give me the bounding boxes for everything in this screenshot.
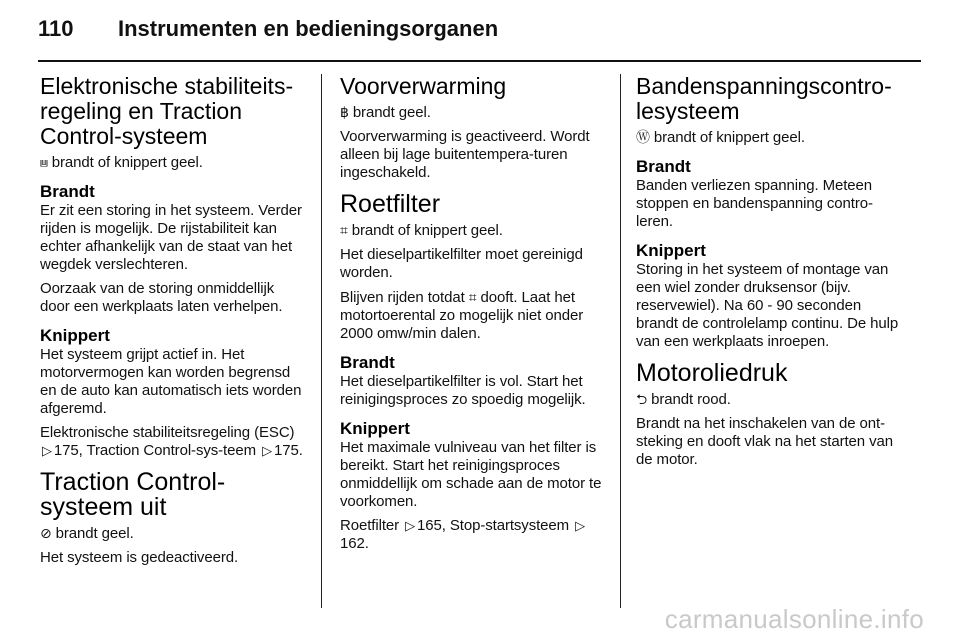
arrow-icon: ▷ xyxy=(262,443,272,458)
paragraph: Storing in het systeem of montage van een wiel zonder druksensor (bijv. reservewiel). Na 60 - 90 seconden brandt de controlelamp continu. De hulp van een werkplaats inroepen. xyxy=(636,261,899,350)
paragraph: Het dieselpartikelfilter is vol. Start het reinigingsproces zo spoedig mogelijk. xyxy=(340,373,586,408)
ref-text: Elektronische stabiliteitsregeling (ESC) xyxy=(40,424,295,441)
column-3 xyxy=(636,74,906,475)
column-1 xyxy=(40,74,306,573)
column-divider xyxy=(321,74,322,608)
knippert-heading: Knippert xyxy=(340,419,410,438)
vw-intro-text: brandt geel. xyxy=(352,104,431,121)
bs-intro xyxy=(636,128,906,147)
rf-intro-text: brandt of knippert geel. xyxy=(351,222,503,239)
paragraph: Banden verliezen spanning. Meteen stoppen en bandenspanning contro-leren. xyxy=(636,177,873,230)
glow-plug-icon: ฿ xyxy=(340,104,349,120)
rf-text: Blijven rijden totdat xyxy=(340,289,465,306)
rf-text: dooft. Laat het motortoerental zo mogelijk niet onder 2000 omw/min dalen. xyxy=(340,289,584,342)
tc-intro-text: brandt geel. xyxy=(55,525,134,542)
roetfilter-title: Roetfilter xyxy=(340,190,441,218)
paragraph: Voorverwarming is geactiveerd. Wordt alleen bij lage buitentempera-turen ingeschakeld. xyxy=(340,128,590,181)
ref-text: 175. xyxy=(273,442,303,459)
od-intro-text: brandt rood. xyxy=(651,391,731,408)
particle-filter-icon: ⌗ xyxy=(468,289,477,305)
ref-text: 165, Stop-startsysteem xyxy=(417,517,570,534)
arrow-icon: ▷ xyxy=(42,443,52,458)
paragraph: Het dieselpartikelfilter moet gereinigd worden. xyxy=(340,246,583,281)
watermark: carmanualsonline.info xyxy=(664,604,924,634)
tire-pressure-icon: Ⓦ xyxy=(636,129,650,145)
paragraph: Brandt na het inschakelen van de ont-steking en dooft vlak na het starten van de motor. xyxy=(636,415,893,468)
paragraph: Het maximale vulniveau van het filter is bereikt. Start het reinigingsproces onmiddellijk om schade aan de motor te voorkomen. xyxy=(340,439,602,510)
od-intro xyxy=(636,390,906,409)
knippert-heading: Knippert xyxy=(636,241,706,260)
paragraph: Er zit een storing in het systeem. Verder rijden is mogelijk. De rijstabiliteit kan echter afhankelijk van de staat van het wegdek verslechteren. xyxy=(40,202,302,273)
tc-section-title: Traction Control-systeem uit xyxy=(40,468,226,521)
voorverwarming-title: Voorverwarming xyxy=(340,73,507,99)
esc-intro-text: brandt of knippert geel. xyxy=(51,154,203,171)
ref-text: 175, Traction Control-sys-teem xyxy=(53,442,256,459)
chapter-title: Instrumenten en bedieningsorganen xyxy=(118,16,499,41)
ref-text: Roetfilter xyxy=(340,517,400,534)
column-divider xyxy=(620,74,621,608)
motoroliedruk-title: Motoroliedruk xyxy=(636,359,788,387)
bandenspanning-title: Bandenspanningscontro-lesysteem xyxy=(636,73,892,124)
column-2 xyxy=(340,74,606,559)
brandt-heading: Brandt xyxy=(340,353,395,372)
cross-reference xyxy=(40,424,306,460)
paragraph: Oorzaak van de storing onmiddellijk door een werkplaats laten verhelpen. xyxy=(40,280,283,315)
cross-reference xyxy=(340,517,606,553)
oil-can-icon: ⮌ xyxy=(636,391,648,407)
paragraph xyxy=(340,288,606,343)
bs-intro-text: brandt of knippert geel. xyxy=(653,129,805,146)
tc-off-icon: ⊘ xyxy=(40,525,52,541)
arrow-icon: ▷ xyxy=(405,518,416,533)
page-number: 110 xyxy=(38,16,74,41)
tc-intro xyxy=(40,524,306,543)
arrow-icon: ▷ xyxy=(575,518,586,533)
particle-filter-icon: ⌗ xyxy=(340,222,348,238)
paragraph: Het systeem is gedeactiveerd. xyxy=(40,549,239,566)
brandt-heading: Brandt xyxy=(40,182,95,201)
knippert-heading: Knippert xyxy=(40,326,110,345)
ref-text: 162. xyxy=(340,535,369,552)
esc-section-title: Elektronische stabiliteits-regeling en Traction Control-systeem xyxy=(40,73,294,149)
page-header xyxy=(38,16,918,46)
brandt-heading: Brandt xyxy=(636,157,691,176)
esc-intro xyxy=(40,153,306,172)
header-divider xyxy=(38,60,921,62)
esc-icon: ⩏ xyxy=(40,154,48,170)
rf-intro xyxy=(340,221,606,240)
vw-intro xyxy=(340,103,606,122)
paragraph: Het systeem grijpt actief in. Het motorvermogen kan worden begrensd en de auto kan automatisch iets worden afgeremd. xyxy=(40,346,302,417)
